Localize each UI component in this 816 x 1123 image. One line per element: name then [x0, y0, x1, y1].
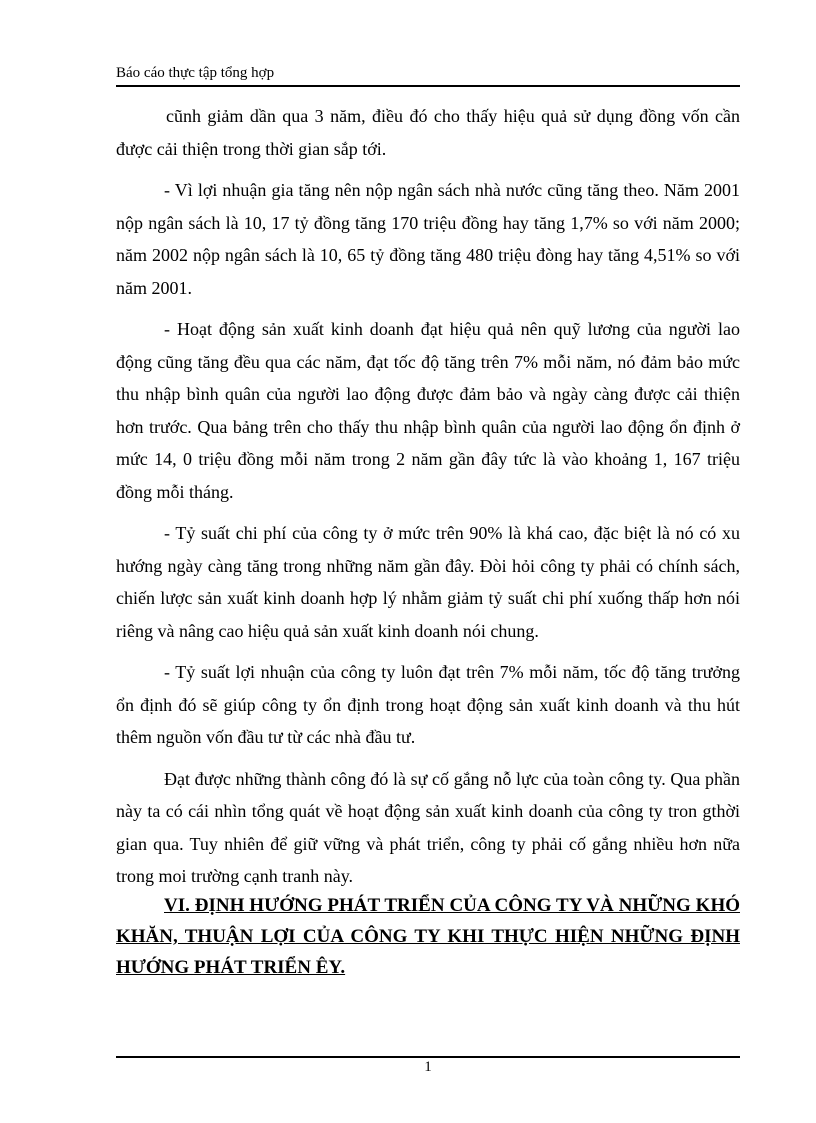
- paragraph-wage-fund: - Hoạt động sản xuất kinh doanh đạt hiệu quả nên quỹ lương của người lao động cũng tăng đều qua các năm, đạt tốc độ tăng trên 7% mỗi năm, nó đảm bảo mức thu nhập bình quân của người lao động được đảm bảo và ngày càng được cải thiện hơn trước. Qua bảng trên cho thấy thu nhập bình quân của người lao động ổn định ở mức 14, 0 triệu đồng mỗi năm trong 2 năm gần đây tức là vào khoảng 1, 167 triệu đồng mỗi tháng.: [116, 319, 740, 502]
- paragraph-conclusion: Đạt được những thành công đó là sự cố gắng nỗ lực của toàn công ty. Qua phần này ta có cái nhìn tổng quát về hoạt động sản xuất kinh doanh của công ty tron gthời gian qua. Tuy nhiên để giữ vững và phát triển, công ty phải cố gắng nhiều hơn nữa trong moi trường cạnh tranh này.: [116, 768, 740, 886]
- paragraph-profit-ratio: - Tỷ suất lợi nhuận của công ty luôn đạt trên 7% mỗi năm, tốc độ tăng trưởng ổn định đó sẽ giúp công ty ổn định trong hoạt động sản xuất kinh doanh và thu hút thêm nguồn vốn đầu tư từ các nhà đầu tư.: [116, 662, 740, 747]
- section-heading: VI. ĐỊNH HƯỚNG PHÁT TRIỂN CỦA CÔNG TY VÀ NHỮNG KHÓ KHĂN, THUẬN LỢI CỦA CÔNG TY KHI THỰC HIỆN NHỮNG ĐỊNH HƯỚNG PHÁT TRIỂN ÊY.: [116, 895, 740, 978]
- page-header-title: Báo cáo thực tập tổng hợp: [116, 64, 740, 87]
- page-number: 1: [424, 1059, 432, 1075]
- paragraph-state-budget: - Vì lợi nhuận gia tăng nên nộp ngân sách nhà nước cũng tăng theo. Năm 2001 nộp ngân sách là 10, 17 tỷ đồng tăng 170 triệu đồng hay tăng 1,7% so với năm 2000; năm 2002 nộp ngân sách là 10, 65 tỷ đồng tăng 480 triệu đòng hay tăng 4,51% so với năm 2001.: [116, 180, 740, 298]
- paragraph-cost-ratio: - Tỷ suất chi phí của công ty ở mức trên 90% là khá cao, đặc biệt là nó có xu hướng ngày càng tăng trong những năm gần đây. Đòi hỏi công ty phải có chính sách, chiến lược sản xuất kinh doanh hợp lý nhằm giảm tỷ suất chi phí xuống thấp hơn nói riêng và nâng cao hiệu quả sản xuất kinh doanh nói chung.: [116, 523, 740, 641]
- paragraph-continuation: cũnh giảm dần qua 3 năm, điều đó cho thấy hiệu quả sử dụng đồng vốn cần được cải thiện trong thời gian sắp tới.: [116, 106, 740, 159]
- body-text: [116, 100, 740, 902]
